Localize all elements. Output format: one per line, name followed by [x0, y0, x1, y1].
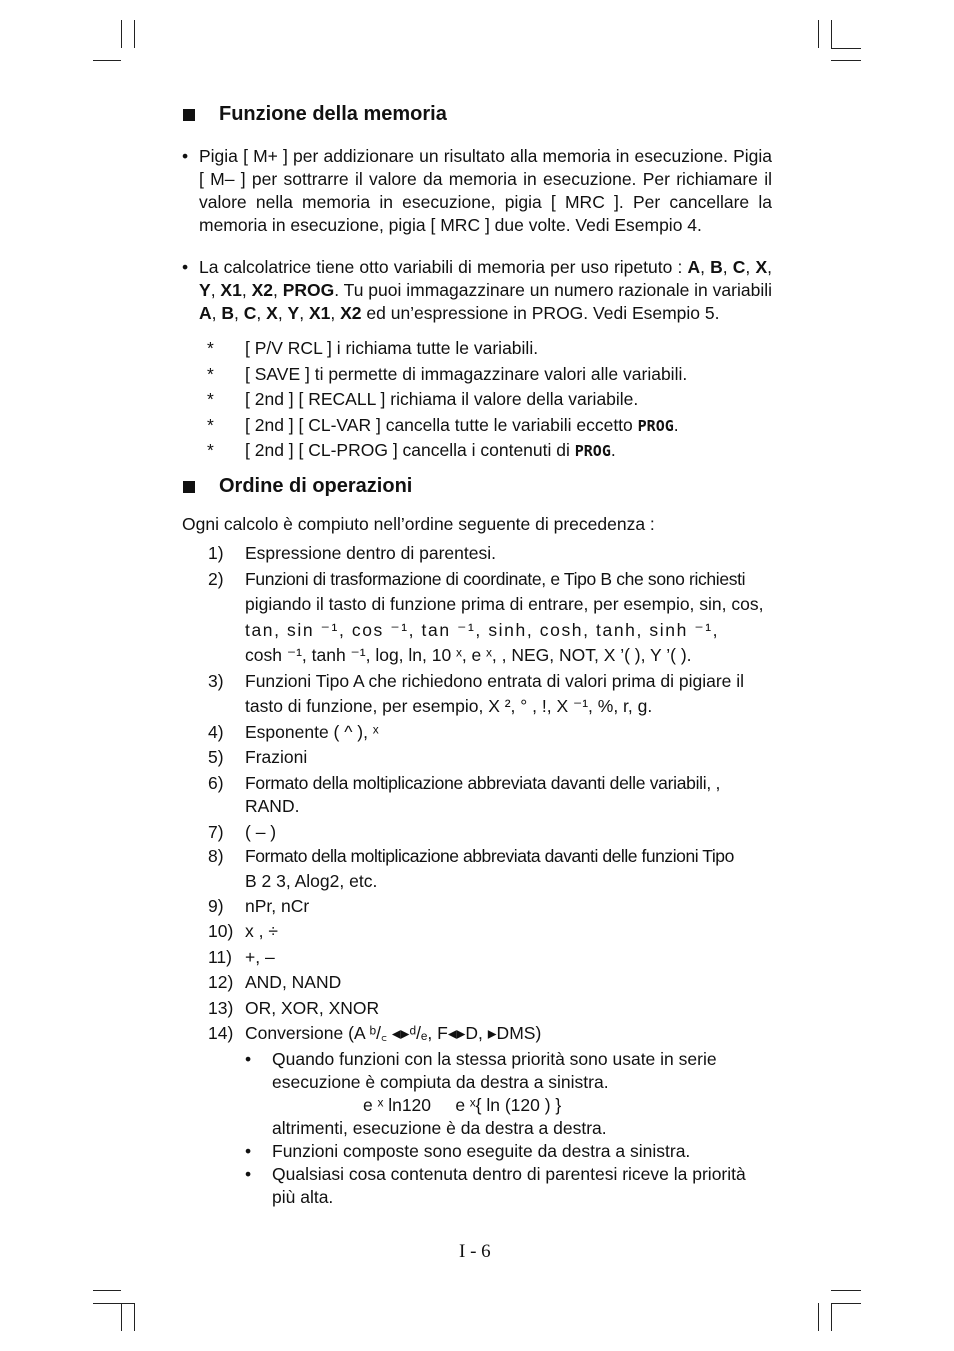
precedence-list	[208, 542, 774, 1047]
crop-mark	[831, 1303, 861, 1304]
list-item: 10) x , ÷	[208, 921, 278, 941]
prog-label: PROG	[574, 442, 611, 460]
list-item: 14) Conversione (A ᵇ/꜀ ◂▸ᵈ/ₑ, F◂▸D, ▸DMS)	[208, 1023, 542, 1043]
crop-mark	[93, 1290, 121, 1291]
list-item: 13) OR, XOR, XNOR	[208, 997, 380, 1018]
list-item: 7) ( – )	[208, 821, 277, 842]
crop-mark	[831, 20, 832, 48]
note-item: * [ 2nd ] [ CL-PROG ] cancella i contenuti di PROG.	[207, 440, 616, 460]
note-item: * [ 2nd ] [ CL-VAR ] cancella tutte le variabili eccetto PROG.	[207, 414, 679, 435]
list-item: 3) Funzioni Tipo A che richiedono entrata di valori prima di pigiare il tasto di funzione, per esempio, X ², ° , !, X ⁻¹, %, r, g.	[208, 670, 745, 716]
crop-mark	[818, 20, 819, 48]
list-item: 12) AND, NAND	[208, 972, 342, 992]
bullet-dot: •	[182, 257, 189, 277]
list-item: 1) Espressione dentro di parentesi.	[208, 543, 496, 563]
section-heading-ordine	[183, 475, 412, 498]
list-item: 4) Esponente ( ^ ), ˣ	[208, 721, 379, 742]
paragraph-variables: La calcolatrice tiene otto variabili di memoria per uso ripetuto : A, B, C, X, Y, X1, X2, PROG. Tu puoi immagazzinare un numero razionale in variabili A, B, C, X, Y, X1, X2 ed un’espressione in PROG. Vedi Esempio 5.	[199, 257, 772, 323]
crop-mark	[93, 60, 121, 61]
prog-label: PROG	[637, 416, 674, 435]
formula: e ˣ ln120 e ˣ{ ln (120 ) }	[363, 1095, 562, 1115]
intro-text: Ogni calcolo è compiuto nell’ordine seguente di precedenza :	[182, 514, 655, 534]
crop-mark	[93, 1303, 134, 1304]
note-list	[207, 337, 767, 465]
note-item: * [ SAVE ] ti permette di immagazzinare valori alle variabili.	[207, 363, 688, 384]
section-heading-memoria	[183, 103, 447, 126]
section-title: Funzione della memoria	[219, 103, 447, 125]
list-item: 2) Funzioni di trasformazione di coordinate, e Tipo B che sono richiesti pigiando il tasto di funzione prima di entrare, per esempio, sin, cos, tan, sin ⁻¹, cos ⁻¹, tan ⁻¹, sinh, cosh, tanh, sinh ⁻¹, cosh ⁻¹, tanh ⁻¹, log, ln, 10 ˣ, e ˣ, , NEG, NOT, X ’( ), Y ’( ).	[208, 568, 764, 665]
crop-mark	[121, 1303, 122, 1331]
crop-mark	[831, 60, 861, 61]
crop-mark	[818, 1303, 819, 1331]
note-item: * [ 2nd ] [ RECALL ] richiama il valore della variabile.	[207, 389, 639, 409]
section-title: Ordine di operazioni	[219, 475, 413, 497]
sub-bullet: • Funzioni composte sono eseguite da destra a sinistra.	[245, 1141, 691, 1161]
crop-mark	[134, 20, 135, 48]
list-item: 8) Formato della moltiplicazione abbreviata davanti delle funzioni Tipo B 2 3, Alog2, etc.	[208, 845, 734, 891]
sub-bullet: • Quando funzioni con la stessa priorità sono usate in serie esecuzione è compiuta da destra a sinistra. e ˣ ln120 e ˣ{ ln (120 ) } altrimenti, esecuzione è da destra a destra.	[245, 1048, 775, 1140]
crop-mark	[831, 1303, 832, 1331]
sub-bullet: • Qualsiasi cosa contenuta dentro di parentesi riceve la priorità più alta.	[245, 1164, 746, 1207]
list-item: 9) nPr, nCr	[208, 895, 310, 916]
list-item: 6) Formato della moltiplicazione abbreviata davanti delle variabili, , RAND.	[208, 772, 721, 816]
sub-bullets	[245, 1048, 775, 1209]
crop-mark	[831, 1290, 861, 1291]
bullet-dot: •	[182, 146, 189, 166]
note-item: * [ P/V RCL ] i richiama tutte le variabili.	[207, 338, 539, 358]
page-number: I - 6	[459, 1241, 491, 1262]
square-bullet-icon	[183, 481, 195, 493]
list-item: 5) Frazioni	[208, 747, 308, 767]
paragraph-memory: Pigia [ M+ ] per addizionare un risultato alla memoria in esecuzione. Pigia [ M– ] per sottrarre il valore da memoria in esecuzione. Per richiamare il valore nella memoria in esecuzione, pigia [ MRC ]. Per cancellare la memoria in esecuzione, pigia [ MRC ] due volte. Vedi Esempio 4.	[199, 146, 772, 235]
crop-mark	[134, 1303, 135, 1331]
crop-mark	[831, 48, 861, 49]
square-bullet-icon	[183, 109, 195, 121]
list-item: 11) +, –	[208, 946, 275, 967]
crop-mark	[121, 20, 122, 48]
